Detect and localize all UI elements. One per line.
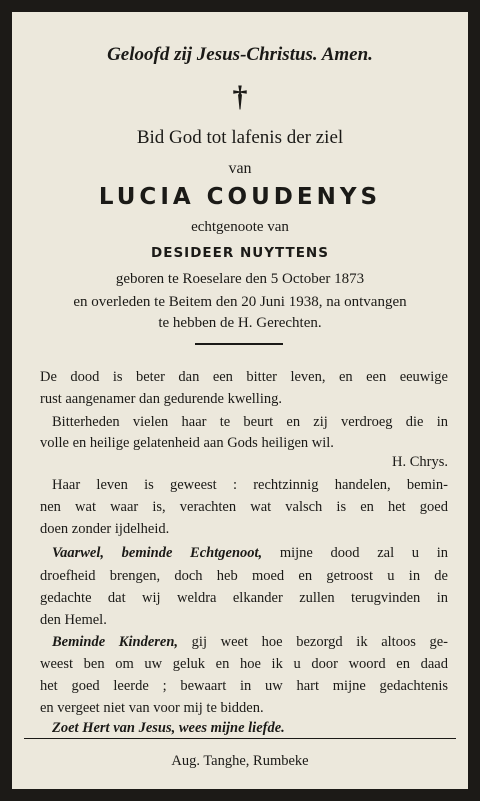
text-line — [52, 634, 448, 651]
spouse-label: echtgenoote van — [191, 219, 289, 235]
birth-line: geboren te Roeselare den 5 October 1873 — [115, 271, 365, 287]
signature-chrys: H. Chrys. — [392, 454, 448, 470]
text-line: weest ben om uw geluk en hoe ik u door woord en daad — [40, 656, 448, 672]
text-line: droefheid brengen, doch heb moed en getroost u in de — [40, 568, 448, 584]
bottom-rule — [24, 738, 456, 739]
death-line: en overleden te Beitem den 20 Juni 1938, na ontvangen — [73, 294, 407, 310]
text-line: gedachte dat wij weldra elkander zullen terugvinden in — [40, 590, 448, 606]
prayer-heading: Bid God tot lafenis der ziel — [136, 127, 344, 148]
deceased-name: LUCIA COUDENYS — [98, 184, 382, 210]
text-line: rust aangenamer dan gedurende kwelling. — [40, 391, 282, 407]
emphasis-children: Beminde Kinderen, — [52, 634, 179, 650]
text-line: het goed leerde ; bewaart in uw hart mijne gedachtenis — [40, 678, 448, 694]
closing-invocation: Zoet Hert van Jesus, wees mijne liefde. — [52, 720, 285, 736]
text-span: gij weet hoe bezorgd ik altoos ge- — [178, 634, 448, 650]
printer-credit: Aug. Tanghe, Rumbeke — [171, 753, 309, 769]
emphasis-spouse: Vaarwel, beminde Echtgenoot, — [52, 545, 263, 561]
cross-icon: † — [232, 80, 248, 113]
text-line: Bitterheden vielen haar te beurt en zij verdroeg die in — [52, 414, 448, 430]
text-span: mijne dood zal u in — [262, 545, 448, 561]
text-line: Haar leven is geweest : rechtzinnig handelen, bemin- — [52, 477, 448, 493]
text-line — [52, 545, 448, 562]
text-line: den Hemel. — [40, 612, 107, 628]
text-line: volle en heilige gelatenheid aan Gods heiligen wil. — [40, 435, 334, 451]
spouse-name: DESIDEER NUYTTENS — [151, 245, 329, 261]
sacraments-line: te hebben de H. Gerechten. — [158, 315, 322, 331]
text-line: doen zonder ijdelheid. — [40, 521, 170, 537]
van-label: van — [228, 160, 252, 177]
text-line: De dood is beter dan een bitter leven, en een eeuwige — [40, 369, 448, 385]
motto: Geloofd zij Jesus-Christus. Amen. — [107, 44, 373, 65]
separator-rule — [195, 343, 283, 345]
memorial-card — [12, 12, 468, 789]
text-line: nen wat waar is, verachten wat valsch is en het goed — [40, 499, 448, 515]
text-line: en vergeet niet van voor mij te bidden. — [40, 700, 264, 716]
